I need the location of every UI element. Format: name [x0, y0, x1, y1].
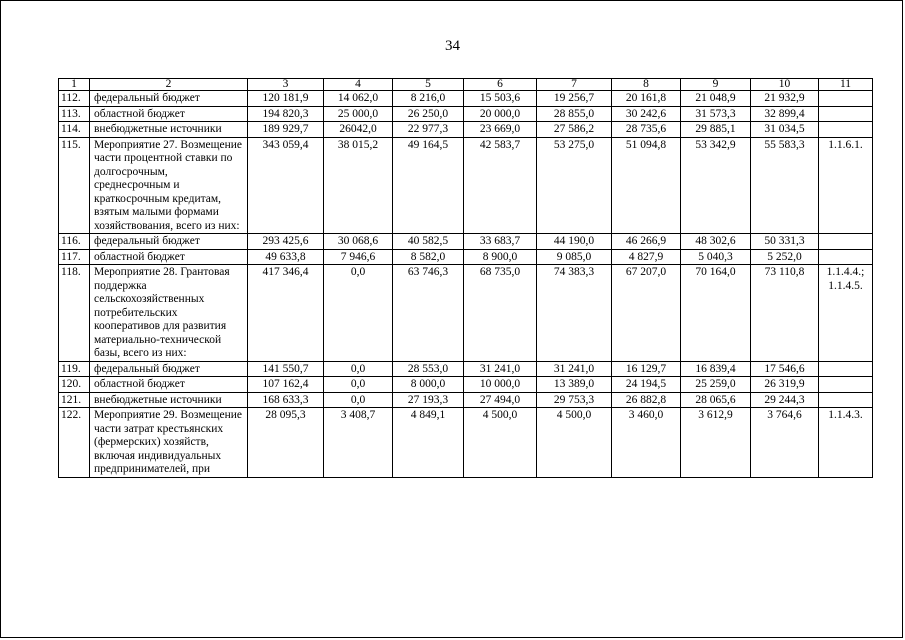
value-cell: 5 252,0: [751, 249, 819, 265]
reference-cell: [819, 361, 873, 377]
row-name: областной бюджет: [90, 249, 248, 265]
reference-cell: [819, 249, 873, 265]
value-cell: 0,0: [324, 392, 393, 408]
value-cell: 28 065,6: [681, 392, 751, 408]
value-cell: 38 015,2: [324, 137, 393, 234]
table-row: [59, 408, 873, 478]
value-cell: 16 129,7: [612, 361, 681, 377]
value-cell: 0,0: [324, 265, 393, 362]
value-cell: 53 275,0: [537, 137, 612, 234]
value-cell: 67 207,0: [612, 265, 681, 362]
value-cell: 7 946,6: [324, 249, 393, 265]
column-header: 1: [59, 79, 90, 91]
row-name: Мероприятие 27. Возмещение части процентной ставки по долгосрочным, среднесрочным и краткосрочным кредитам, взятым малыми формами хозяйствования, всего из них:: [90, 137, 248, 234]
row-number: 116.: [59, 234, 90, 250]
table-header-row: [59, 79, 873, 91]
column-header: 8: [612, 79, 681, 91]
value-cell: 17 546,6: [751, 361, 819, 377]
value-cell: 8 216,0: [393, 91, 464, 107]
value-cell: 26 250,0: [393, 106, 464, 122]
value-cell: 19 256,7: [537, 91, 612, 107]
reference-cell: 1.1.4.4.; 1.1.4.5.: [819, 265, 873, 362]
column-header: 5: [393, 79, 464, 91]
value-cell: 73 110,8: [751, 265, 819, 362]
value-cell: 9 085,0: [537, 249, 612, 265]
table-row: [59, 137, 873, 234]
column-header: 7: [537, 79, 612, 91]
reference-cell: [819, 106, 873, 122]
value-cell: 28 553,0: [393, 361, 464, 377]
value-cell: 51 094,8: [612, 137, 681, 234]
value-cell: 70 164,0: [681, 265, 751, 362]
reference-cell: [819, 234, 873, 250]
row-name: Мероприятие 28. Грантовая поддержка сельскохозяйственных потребительских кооперативов для развития материально-технической базы, всего из них:: [90, 265, 248, 362]
value-cell: 26042,0: [324, 122, 393, 138]
value-cell: 417 346,4: [248, 265, 324, 362]
value-cell: 25 000,0: [324, 106, 393, 122]
value-cell: 4 849,1: [393, 408, 464, 478]
value-cell: 44 190,0: [537, 234, 612, 250]
value-cell: 343 059,4: [248, 137, 324, 234]
row-name: федеральный бюджет: [90, 91, 248, 107]
table-row: [59, 361, 873, 377]
value-cell: 3 460,0: [612, 408, 681, 478]
row-number: 114.: [59, 122, 90, 138]
row-name: внебюджетные источники: [90, 122, 248, 138]
value-cell: 27 494,0: [464, 392, 537, 408]
value-cell: 46 266,9: [612, 234, 681, 250]
reference-cell: [819, 392, 873, 408]
value-cell: 31 241,0: [537, 361, 612, 377]
column-header: 10: [751, 79, 819, 91]
row-name: областной бюджет: [90, 377, 248, 393]
value-cell: 42 583,7: [464, 137, 537, 234]
reference-cell: 1.1.4.3.: [819, 408, 873, 478]
value-cell: 29 885,1: [681, 122, 751, 138]
value-cell: 50 331,3: [751, 234, 819, 250]
row-name: внебюджетные источники: [90, 392, 248, 408]
value-cell: 53 342,9: [681, 137, 751, 234]
value-cell: 3 764,6: [751, 408, 819, 478]
value-cell: 0,0: [324, 377, 393, 393]
column-header: 4: [324, 79, 393, 91]
value-cell: 3 612,9: [681, 408, 751, 478]
value-cell: 33 683,7: [464, 234, 537, 250]
table-row: [59, 234, 873, 250]
value-cell: 27 193,3: [393, 392, 464, 408]
column-header: 2: [90, 79, 248, 91]
table-row: [59, 106, 873, 122]
row-number: 119.: [59, 361, 90, 377]
budget-table: [58, 78, 873, 478]
value-cell: 74 383,3: [537, 265, 612, 362]
value-cell: 3 408,7: [324, 408, 393, 478]
value-cell: 5 040,3: [681, 249, 751, 265]
value-cell: 20 000,0: [464, 106, 537, 122]
row-number: 112.: [59, 91, 90, 107]
table-row: [59, 122, 873, 138]
value-cell: 4 827,9: [612, 249, 681, 265]
value-cell: 63 746,3: [393, 265, 464, 362]
value-cell: 168 633,3: [248, 392, 324, 408]
page-number: 34: [445, 38, 460, 54]
row-number: 120.: [59, 377, 90, 393]
value-cell: 107 162,4: [248, 377, 324, 393]
value-cell: 24 194,5: [612, 377, 681, 393]
value-cell: 30 242,6: [612, 106, 681, 122]
value-cell: 30 068,6: [324, 234, 393, 250]
row-name: областной бюджет: [90, 106, 248, 122]
value-cell: 10 000,0: [464, 377, 537, 393]
value-cell: 21 048,9: [681, 91, 751, 107]
value-cell: 14 062,0: [324, 91, 393, 107]
value-cell: 141 550,7: [248, 361, 324, 377]
reference-cell: [819, 91, 873, 107]
value-cell: 31 241,0: [464, 361, 537, 377]
value-cell: 26 882,8: [612, 392, 681, 408]
value-cell: 194 820,3: [248, 106, 324, 122]
value-cell: 8 582,0: [393, 249, 464, 265]
value-cell: 49 164,5: [393, 137, 464, 234]
row-number: 122.: [59, 408, 90, 478]
value-cell: 22 977,3: [393, 122, 464, 138]
table-row: [59, 265, 873, 362]
value-cell: 28 855,0: [537, 106, 612, 122]
column-header: 3: [248, 79, 324, 91]
row-number: 121.: [59, 392, 90, 408]
value-cell: 189 929,7: [248, 122, 324, 138]
value-cell: 8 900,0: [464, 249, 537, 265]
row-name: федеральный бюджет: [90, 361, 248, 377]
value-cell: 28 735,6: [612, 122, 681, 138]
column-header: 9: [681, 79, 751, 91]
value-cell: 49 633,8: [248, 249, 324, 265]
reference-cell: [819, 122, 873, 138]
value-cell: 40 582,5: [393, 234, 464, 250]
value-cell: 31 034,5: [751, 122, 819, 138]
value-cell: 28 095,3: [248, 408, 324, 478]
value-cell: 48 302,6: [681, 234, 751, 250]
table-row: [59, 249, 873, 265]
table-row: [59, 392, 873, 408]
value-cell: 13 389,0: [537, 377, 612, 393]
row-number: 118.: [59, 265, 90, 362]
value-cell: 29 244,3: [751, 392, 819, 408]
value-cell: 293 425,6: [248, 234, 324, 250]
value-cell: 4 500,0: [537, 408, 612, 478]
value-cell: 20 161,8: [612, 91, 681, 107]
table-row: [59, 377, 873, 393]
value-cell: 21 932,9: [751, 91, 819, 107]
row-name: федеральный бюджет: [90, 234, 248, 250]
reference-cell: [819, 377, 873, 393]
value-cell: 23 669,0: [464, 122, 537, 138]
table-row: [59, 91, 873, 107]
value-cell: 8 000,0: [393, 377, 464, 393]
value-cell: 25 259,0: [681, 377, 751, 393]
row-number: 117.: [59, 249, 90, 265]
value-cell: 31 573,3: [681, 106, 751, 122]
row-number: 115.: [59, 137, 90, 234]
value-cell: 32 899,4: [751, 106, 819, 122]
row-number: 113.: [59, 106, 90, 122]
value-cell: 55 583,3: [751, 137, 819, 234]
column-header: 11: [819, 79, 873, 91]
value-cell: 29 753,3: [537, 392, 612, 408]
value-cell: 15 503,6: [464, 91, 537, 107]
value-cell: 26 319,9: [751, 377, 819, 393]
value-cell: 4 500,0: [464, 408, 537, 478]
value-cell: 27 586,2: [537, 122, 612, 138]
row-name: Мероприятие 29. Возмещение части затрат крестьянских (фермерских) хозяйств, включая индивидуальных предпринимателей, при: [90, 408, 248, 478]
value-cell: 0,0: [324, 361, 393, 377]
value-cell: 120 181,9: [248, 91, 324, 107]
reference-cell: 1.1.6.1.: [819, 137, 873, 234]
value-cell: 68 735,0: [464, 265, 537, 362]
column-header: 6: [464, 79, 537, 91]
value-cell: 16 839,4: [681, 361, 751, 377]
